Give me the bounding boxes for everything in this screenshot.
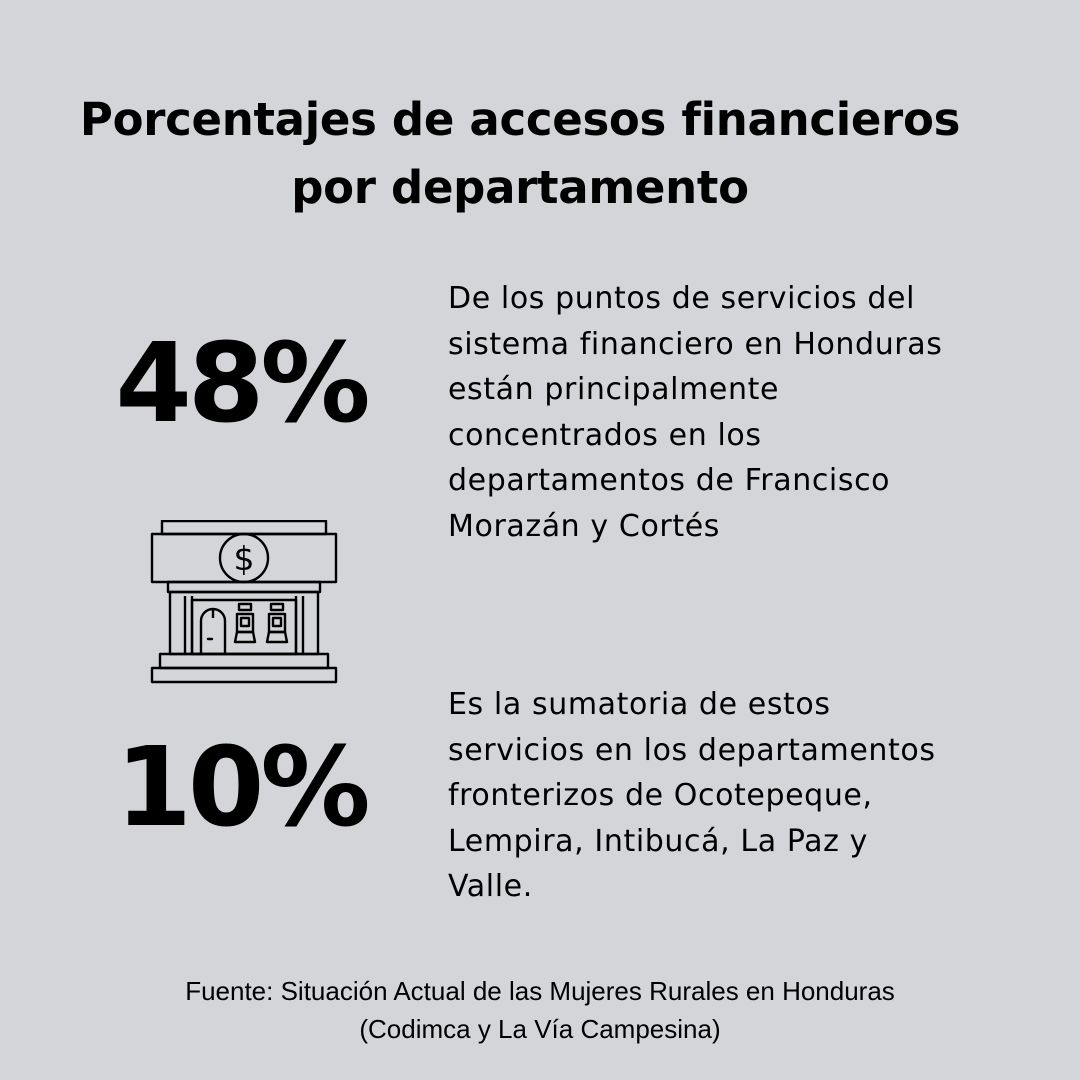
source-line-2: (Codimca y La Vía Campesina): [359, 1014, 721, 1044]
stat-description-line: Es la sumatoria de estos: [448, 687, 831, 722]
stat-description-1: [448, 276, 1048, 550]
stat-description-line: Lempira, Intibucá, La Paz y: [448, 823, 868, 859]
source-citation: [40, 972, 1040, 1048]
source-line-1: Fuente: Situación Actual de las Mujeres Rurales en Honduras: [185, 976, 895, 1006]
page-title: [40, 86, 1000, 222]
stat-description-2: [448, 682, 1048, 910]
stat-description-line: servicios en los departamentos: [448, 732, 936, 768]
stat-description-line: están principalmente: [448, 372, 780, 408]
stat-description-line: Valle.: [448, 869, 533, 905]
bank-building-icon: [150, 520, 340, 686]
title-line-2: por departamento: [291, 161, 749, 214]
stat-description-line: fronterizos de Ocotepeque,: [448, 778, 873, 814]
stat-description-line: departamentos de Francisco: [448, 463, 891, 499]
stat-description-line: concentrados en los: [448, 417, 762, 453]
dollar-sign: $: [233, 539, 255, 578]
stat-value-48: 48%: [115, 319, 367, 447]
stat-description-line: Morazán y Cortés: [448, 508, 721, 544]
stat-description-line: sistema financiero en Honduras: [448, 326, 943, 362]
stat-value-10: 10%: [115, 723, 367, 851]
title-line-1: Porcentajes de accesos financieros: [79, 93, 961, 146]
stat-description-line: De los puntos de servicios del: [448, 281, 916, 316]
